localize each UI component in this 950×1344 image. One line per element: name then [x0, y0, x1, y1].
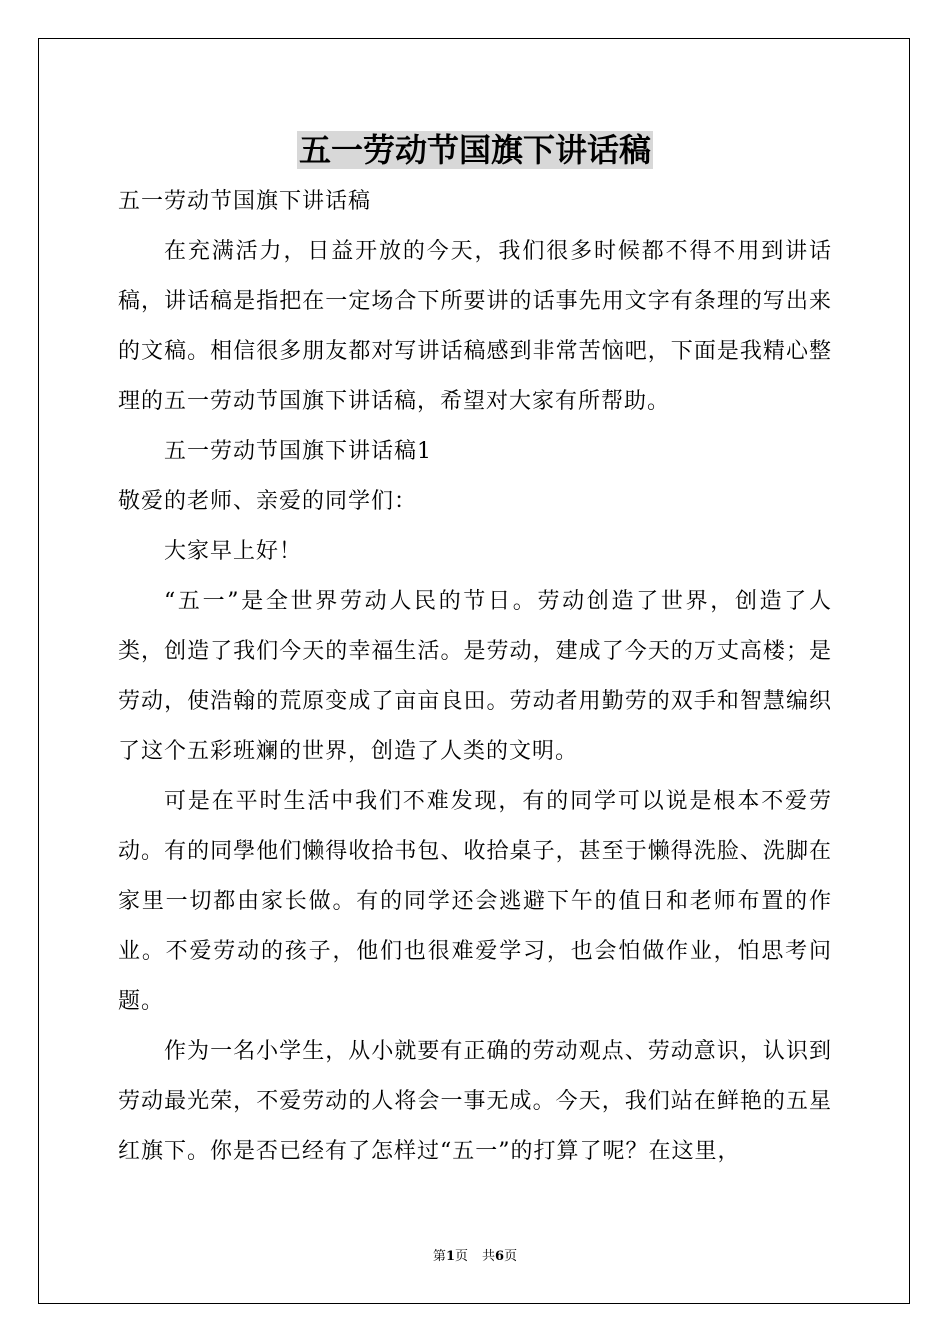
paragraph: 在充满活力，日益开放的今天，我们很多时候都不得不用到讲话稿，讲话稿是指把在一定场合下所要讲的话事先用文字有条理的写出来的文稿。相信很多朋友都对写讲话稿感到非常苦恼吧，下面是我精心整理的五一劳动节国旗下讲话稿，希望对大家有所帮助。 — [118, 239, 832, 414]
page-label-prefix: 第 — [432, 1249, 446, 1264]
paragraph: 敬爱的老师、亲爱的同学们： — [118, 489, 418, 514]
total-page-number: 6 — [495, 1249, 505, 1264]
document-body — [118, 177, 832, 1177]
paragraph: “五一”是全世界劳动人民的节日。劳动创造了世界，创造了人类，创造了我们今天的幸福生活。是劳动，建成了今天的万丈高楼；是劳动，使浩翰的荒原变成了亩亩良田。劳动者用勤劳的双手和智慧编织了这个五彩班斓的世界，创造了人类的文明。 — [118, 589, 832, 764]
document-title — [0, 128, 950, 172]
total-label-suffix: 页 — [504, 1249, 518, 1264]
paragraph: 大家早上好！ — [164, 539, 303, 564]
document-title-text: 五一劳动节国旗下讲话稿 — [298, 131, 651, 169]
current-page-number: 1 — [445, 1249, 455, 1264]
paragraph: 作为一名小学生，从小就要有正确的劳动观点、劳动意识，认识到劳动最光荣，不爱劳动的人将会一事无成。今天，我们站在鲜艳的五星红旗下。你是否已经有了怎样过“五一”的打算了呢？在这里， — [118, 1039, 832, 1164]
page-footer — [0, 1248, 950, 1266]
total-label-prefix: 共 — [482, 1249, 496, 1264]
paragraph: 五一劳动节国旗下讲话稿1 — [164, 439, 432, 464]
paragraph: 可是在平时生活中我们不难发现，有的同学可以说是根本不爱劳动。有的同學他们懒得收拾书包、收拾桌子，甚至于懒得洗脸、洗脚在家里一切都由家长做。有的同学还会逃避下午的值日和老师布置的作业。不爱劳动的孩子，他们也很难爱学习，也会怕做作业，怕思考问题。 — [118, 789, 832, 1014]
page-label-suffix: 页 — [454, 1249, 468, 1264]
paragraph: 五一劳动节国旗下讲话稿 — [118, 189, 372, 214]
